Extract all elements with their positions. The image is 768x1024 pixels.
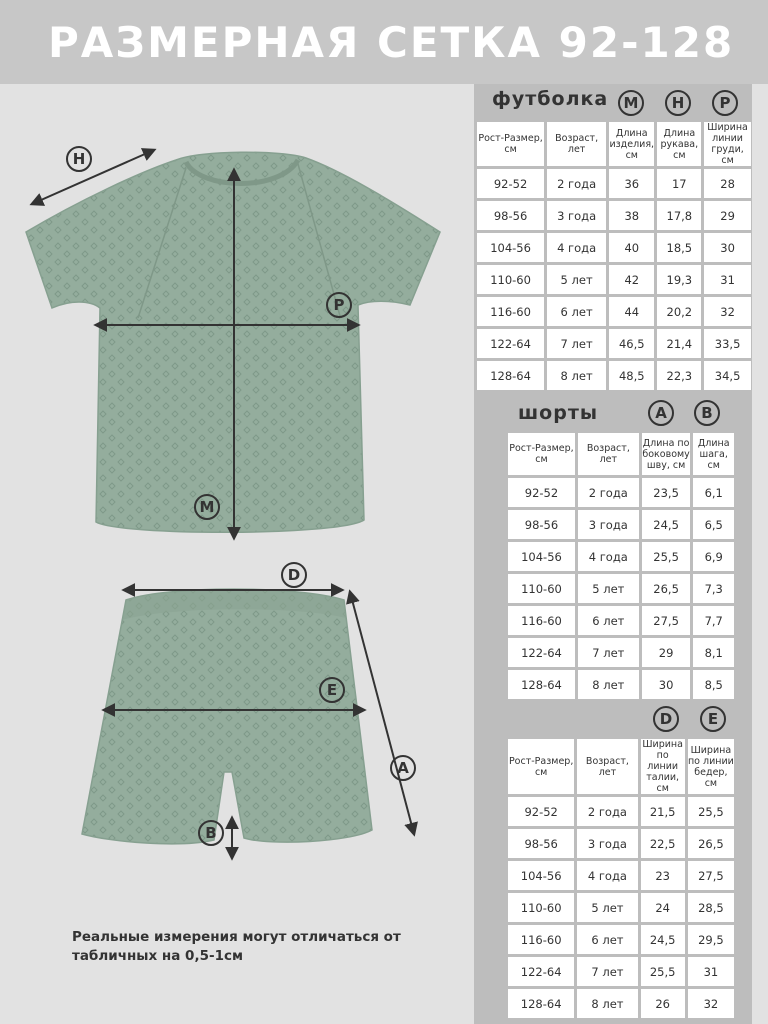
table-cell: 19,3 — [657, 265, 701, 294]
table-row — [477, 265, 751, 294]
table-cell: 122-64 — [508, 638, 575, 667]
table-cell: 17,8 — [657, 201, 701, 230]
table-cell: 98-56 — [477, 201, 544, 230]
table-cell: 22,3 — [657, 361, 701, 390]
table-cell: 122-64 — [508, 957, 574, 986]
table-cell: 3 года — [578, 510, 639, 539]
table-cell: 26 — [641, 989, 685, 1018]
table-cell: 6 лет — [577, 925, 637, 954]
table-cell: 2 года — [547, 169, 606, 198]
marker-d-diagram: D — [281, 562, 307, 588]
table-cell: 8,5 — [693, 670, 734, 699]
header-cell: Возраст, лет — [547, 122, 606, 166]
marker-m-diagram: M — [194, 494, 220, 520]
table-cell: 7 лет — [577, 957, 637, 986]
tshirt-marker-m: M — [618, 90, 644, 116]
table-cell: 4 года — [578, 542, 639, 571]
table-cell: 116-60 — [508, 925, 574, 954]
header-cell: Длина рукава, см — [657, 122, 701, 166]
table-cell: 32 — [688, 989, 734, 1018]
table-row — [477, 297, 751, 326]
table-cell: 26,5 — [688, 829, 734, 858]
shorts-marker-d: D — [653, 706, 679, 732]
table-cell: 21,5 — [641, 797, 685, 826]
marker-b-diagram: B — [198, 820, 224, 846]
page-title: РАЗМЕРНАЯ СЕТКА 92-128 — [48, 18, 735, 67]
table-cell: 29,5 — [688, 925, 734, 954]
marker-h-diagram: H — [66, 146, 92, 172]
header-cell: Длина по боковому шву, см — [642, 433, 691, 475]
table-cell: 20,2 — [657, 297, 701, 326]
table-row — [508, 670, 734, 699]
table-cell: 4 года — [577, 861, 637, 890]
table-cell: 8 лет — [577, 989, 637, 1018]
shorts-shape — [82, 589, 372, 844]
table-cell: 18,5 — [657, 233, 701, 262]
table-cell: 7,7 — [693, 606, 734, 635]
marker-a-diagram: A — [390, 755, 416, 781]
table-cell: 3 года — [577, 829, 637, 858]
header-banner — [0, 0, 768, 84]
table-row — [508, 893, 734, 922]
header-cell: Рост-Размер, см — [508, 433, 575, 475]
table-row — [508, 829, 734, 858]
header-cell: Рост-Размер, см — [477, 122, 544, 166]
table-cell: 128-64 — [477, 361, 544, 390]
table-cell: 24 — [641, 893, 685, 922]
measurement-note: Реальные измерения могут отличаться от табличных на 0,5-1см — [72, 929, 401, 964]
shorts-marker-b: B — [694, 400, 720, 426]
table-header-row — [508, 739, 734, 794]
table-cell: 30 — [642, 670, 691, 699]
table-cell: 25,5 — [641, 957, 685, 986]
table-cell: 28 — [704, 169, 751, 198]
table-cell: 128-64 — [508, 989, 574, 1018]
table-row — [508, 638, 734, 667]
table-row — [508, 478, 734, 507]
table-cell: 6,9 — [693, 542, 734, 571]
tshirt-section-label: футболка — [492, 88, 609, 110]
table-cell: 8,1 — [693, 638, 734, 667]
table-cell: 26,5 — [642, 574, 691, 603]
table-cell: 104-56 — [508, 861, 574, 890]
table-row — [508, 510, 734, 539]
table-row — [508, 957, 734, 986]
table-header-row — [508, 433, 734, 475]
header-cell: Ширина линии груди, см — [704, 122, 751, 166]
table-cell: 116-60 — [477, 297, 544, 326]
table-cell: 31 — [704, 265, 751, 294]
table-cell: 31 — [688, 957, 734, 986]
marker-e-diagram: E — [319, 677, 345, 703]
tshirt-marker-h: H — [665, 90, 691, 116]
shorts-marker-a: A — [648, 400, 674, 426]
table-cell: 8 лет — [547, 361, 606, 390]
table-cell: 92-52 — [508, 478, 575, 507]
table-cell: 110-60 — [477, 265, 544, 294]
header-cell: Длина изделия, см — [609, 122, 654, 166]
table-cell: 7 лет — [578, 638, 639, 667]
table-cell: 25,5 — [642, 542, 691, 571]
table-cell: 7,3 — [693, 574, 734, 603]
header-cell: Возраст, лет — [577, 739, 637, 794]
marker-p-diagram: P — [326, 292, 352, 318]
table-cell: 27,5 — [642, 606, 691, 635]
table-cell: 36 — [609, 169, 654, 198]
table-cell: 2 года — [578, 478, 639, 507]
table-cell: 48,5 — [609, 361, 654, 390]
table-cell: 23,5 — [642, 478, 691, 507]
header-cell: Ширина по линии талии, см — [642, 739, 683, 794]
table-cell: 29 — [642, 638, 691, 667]
table-cell: 98-56 — [508, 510, 575, 539]
table-cell: 6 лет — [547, 297, 606, 326]
table-cell: 6,1 — [693, 478, 734, 507]
header-cell: Рост-Размер, см — [508, 739, 574, 794]
table-cell: 24,5 — [642, 510, 691, 539]
table-cell: 6 лет — [578, 606, 639, 635]
table-row — [477, 329, 751, 358]
table-cell: 25,5 — [688, 797, 734, 826]
table-cell: 116-60 — [508, 606, 575, 635]
table-cell: 33,5 — [704, 329, 751, 358]
table-cell: 17 — [657, 169, 701, 198]
table-cell: 92-52 — [508, 797, 574, 826]
table-row — [508, 797, 734, 826]
header-cell: Длина шага, см — [693, 433, 734, 475]
table-row — [477, 361, 751, 390]
table-cell: 42 — [609, 265, 654, 294]
table-row — [477, 233, 751, 262]
table-row — [508, 989, 734, 1018]
table-header-row — [477, 122, 751, 166]
table-cell: 104-56 — [508, 542, 575, 571]
table-cell: 104-56 — [477, 233, 544, 262]
table-cell: 122-64 — [477, 329, 544, 358]
header-cell: Ширина по линии бедер, см — [688, 739, 734, 794]
table-row — [508, 861, 734, 890]
table-cell: 22,5 — [641, 829, 685, 858]
table-cell: 6,5 — [693, 510, 734, 539]
table-cell: 34,5 — [704, 361, 751, 390]
table-cell: 46,5 — [609, 329, 654, 358]
table-cell: 110-60 — [508, 893, 574, 922]
table-cell: 38 — [609, 201, 654, 230]
table-cell: 29 — [704, 201, 751, 230]
table-cell: 40 — [609, 233, 654, 262]
tshirt-size-table — [474, 119, 754, 393]
table-cell: 92-52 — [477, 169, 544, 198]
table-row — [508, 574, 734, 603]
table-cell: 2 года — [577, 797, 637, 826]
table-cell: 5 лет — [578, 574, 639, 603]
table-row — [477, 201, 751, 230]
table-cell: 44 — [609, 297, 654, 326]
shorts-section-label: шорты — [518, 402, 599, 424]
tshirt-marker-p: P — [712, 90, 738, 116]
table-cell: 8 лет — [578, 670, 639, 699]
table-cell: 27,5 — [688, 861, 734, 890]
table-cell: 110-60 — [508, 574, 575, 603]
table-cell: 5 лет — [547, 265, 606, 294]
table-cell: 21,4 — [657, 329, 701, 358]
table-cell: 3 года — [547, 201, 606, 230]
table-row — [508, 925, 734, 954]
table-cell: 5 лет — [577, 893, 637, 922]
table-row — [508, 542, 734, 571]
table-cell: 24,5 — [641, 925, 685, 954]
table-cell: 4 года — [547, 233, 606, 262]
header-cell: Возраст, лет — [578, 433, 639, 475]
table-cell: 23 — [641, 861, 685, 890]
table-row — [477, 169, 751, 198]
table-cell: 7 лет — [547, 329, 606, 358]
table-cell: 30 — [704, 233, 751, 262]
shorts-marker-e: E — [700, 706, 726, 732]
table-row — [508, 606, 734, 635]
table-cell: 28,5 — [688, 893, 734, 922]
table-cell: 128-64 — [508, 670, 575, 699]
shorts-length-table — [505, 430, 737, 702]
table-cell: 32 — [704, 297, 751, 326]
shorts-width-table — [505, 736, 737, 1021]
table-cell: 98-56 — [508, 829, 574, 858]
